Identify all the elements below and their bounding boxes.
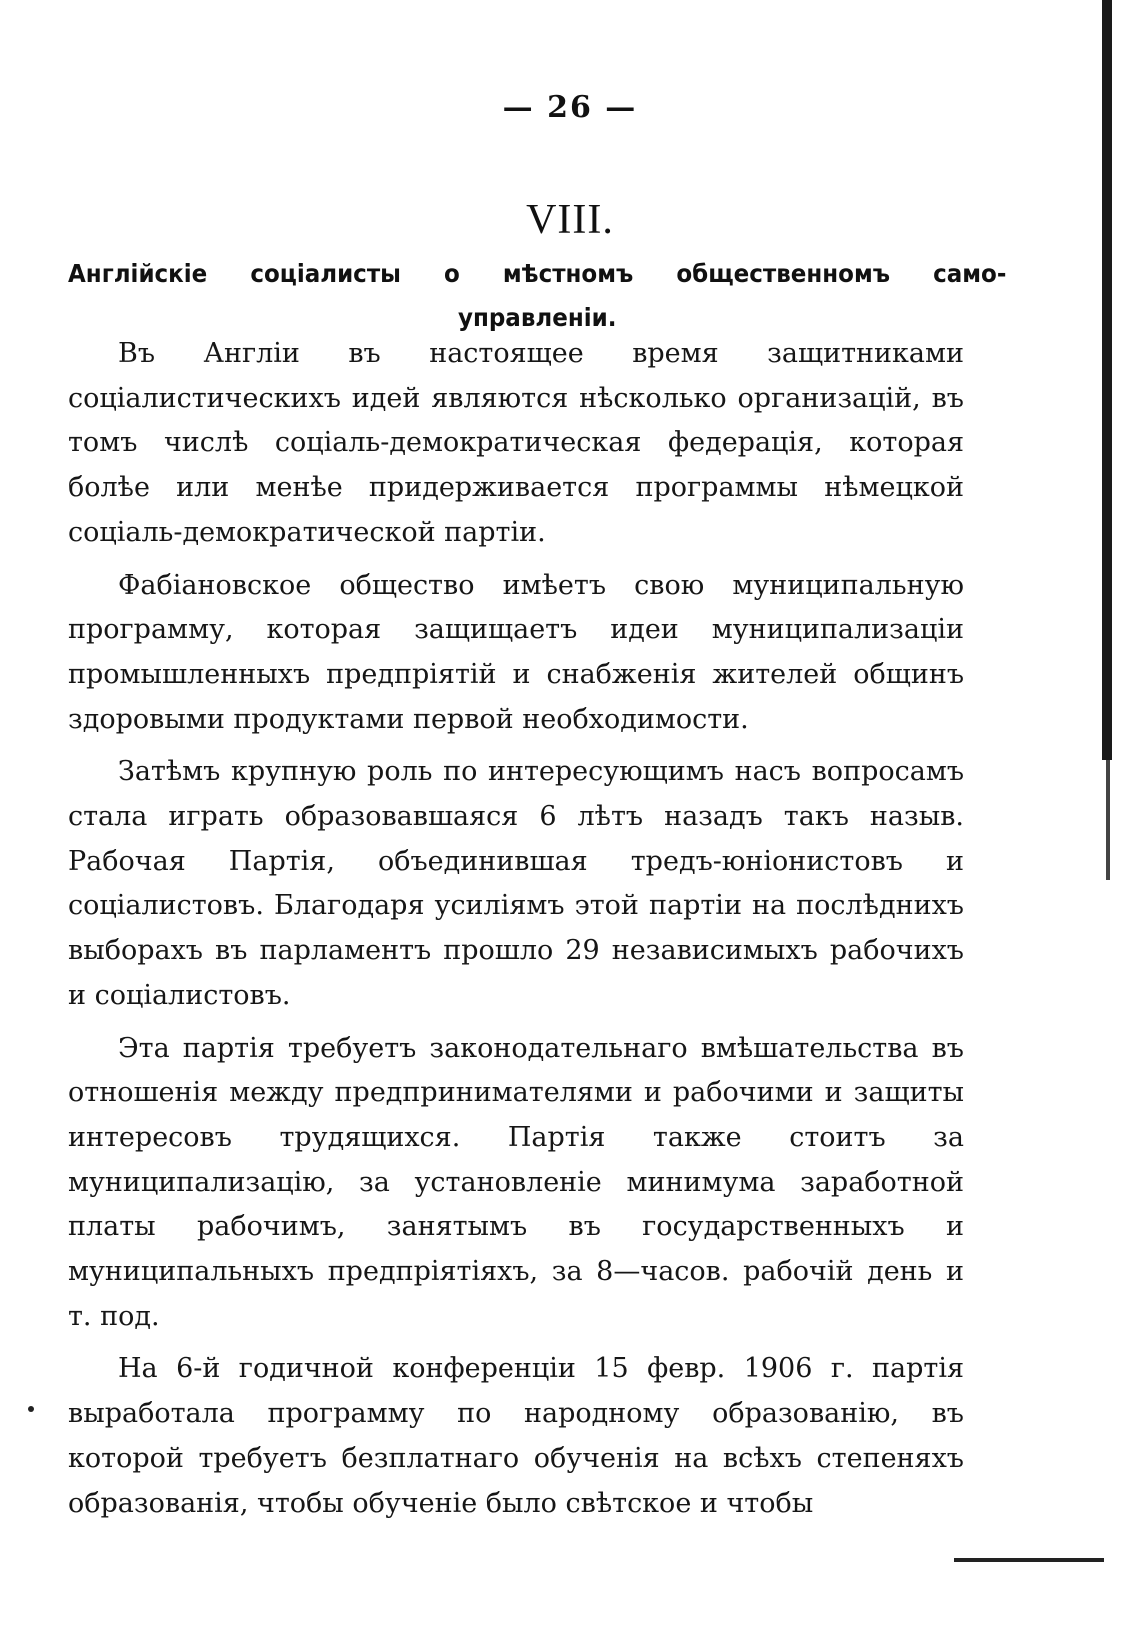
paragraph-3: Затѣмъ крупную роль по интересующимъ насъ вопросамъ стала играть образовавшаяся 6 лѣтъ назадъ такъ назыв. Рабочая Партія, объединившая тредъ-юніонистовъ и соціалистовъ. Благодаря усиліямъ этой партіи на послѣднихъ выборахъ въ парламентъ прошло 29 независимыхъ рабочихъ и соціалистовъ. bbox=[68, 756, 964, 1011]
margin-dot bbox=[28, 1406, 34, 1412]
scan-edge-line-lower bbox=[1106, 760, 1110, 880]
page-number: — 26 — bbox=[502, 90, 638, 125]
chapter-title-line-2: управленіи. bbox=[457, 303, 617, 332]
paragraph-4: Эта партія требуетъ законодательнаго вмѣшательства въ отношенія между предпринимателями и рабочими и защиты интересовъ трудящихся. Партія также стоитъ за муниципализацію, за установленіе минимума заработной платы рабочимъ, занятымъ въ государственныхъ и муниципальныхъ предпріятіяхъ, за 8—часов. рабочій день и т. под. bbox=[68, 1032, 964, 1332]
chapter-title-line-1: Англійскіе соціалисты о мѣстномъ общественномъ само- bbox=[68, 259, 1007, 288]
paragraph-2: Фабіановское общество имѣетъ свою муниципальную программу, которая защищаетъ идеи муниципализаціи промышленныхъ предпріятій и снабженія жителей общинъ здоровыми продуктами первой необходимости. bbox=[68, 569, 964, 735]
chapter-title bbox=[68, 252, 1007, 340]
paragraph-5: На 6-й годичной конференціи 15 февр. 1906 г. партія выработала программу по народному образованію, въ которой требуетъ безплатнаго обученія на всѣхъ степеняхъ образованія, чтобы обученіе было свѣтское и чтобы bbox=[68, 1353, 964, 1519]
chapter-number: VIII. bbox=[526, 197, 614, 243]
body-text bbox=[68, 332, 964, 1534]
scan-bottom-mark bbox=[954, 1558, 1104, 1562]
paragraph-1: Въ Англіи въ настоящее время защитниками соціалистическихъ идей являются нѣсколько организацій, въ томъ числѣ соціаль-демократическая федерація, которая болѣе или менѣе придерживается программы нѣмецкой соціаль-демократической партіи. bbox=[68, 338, 964, 548]
